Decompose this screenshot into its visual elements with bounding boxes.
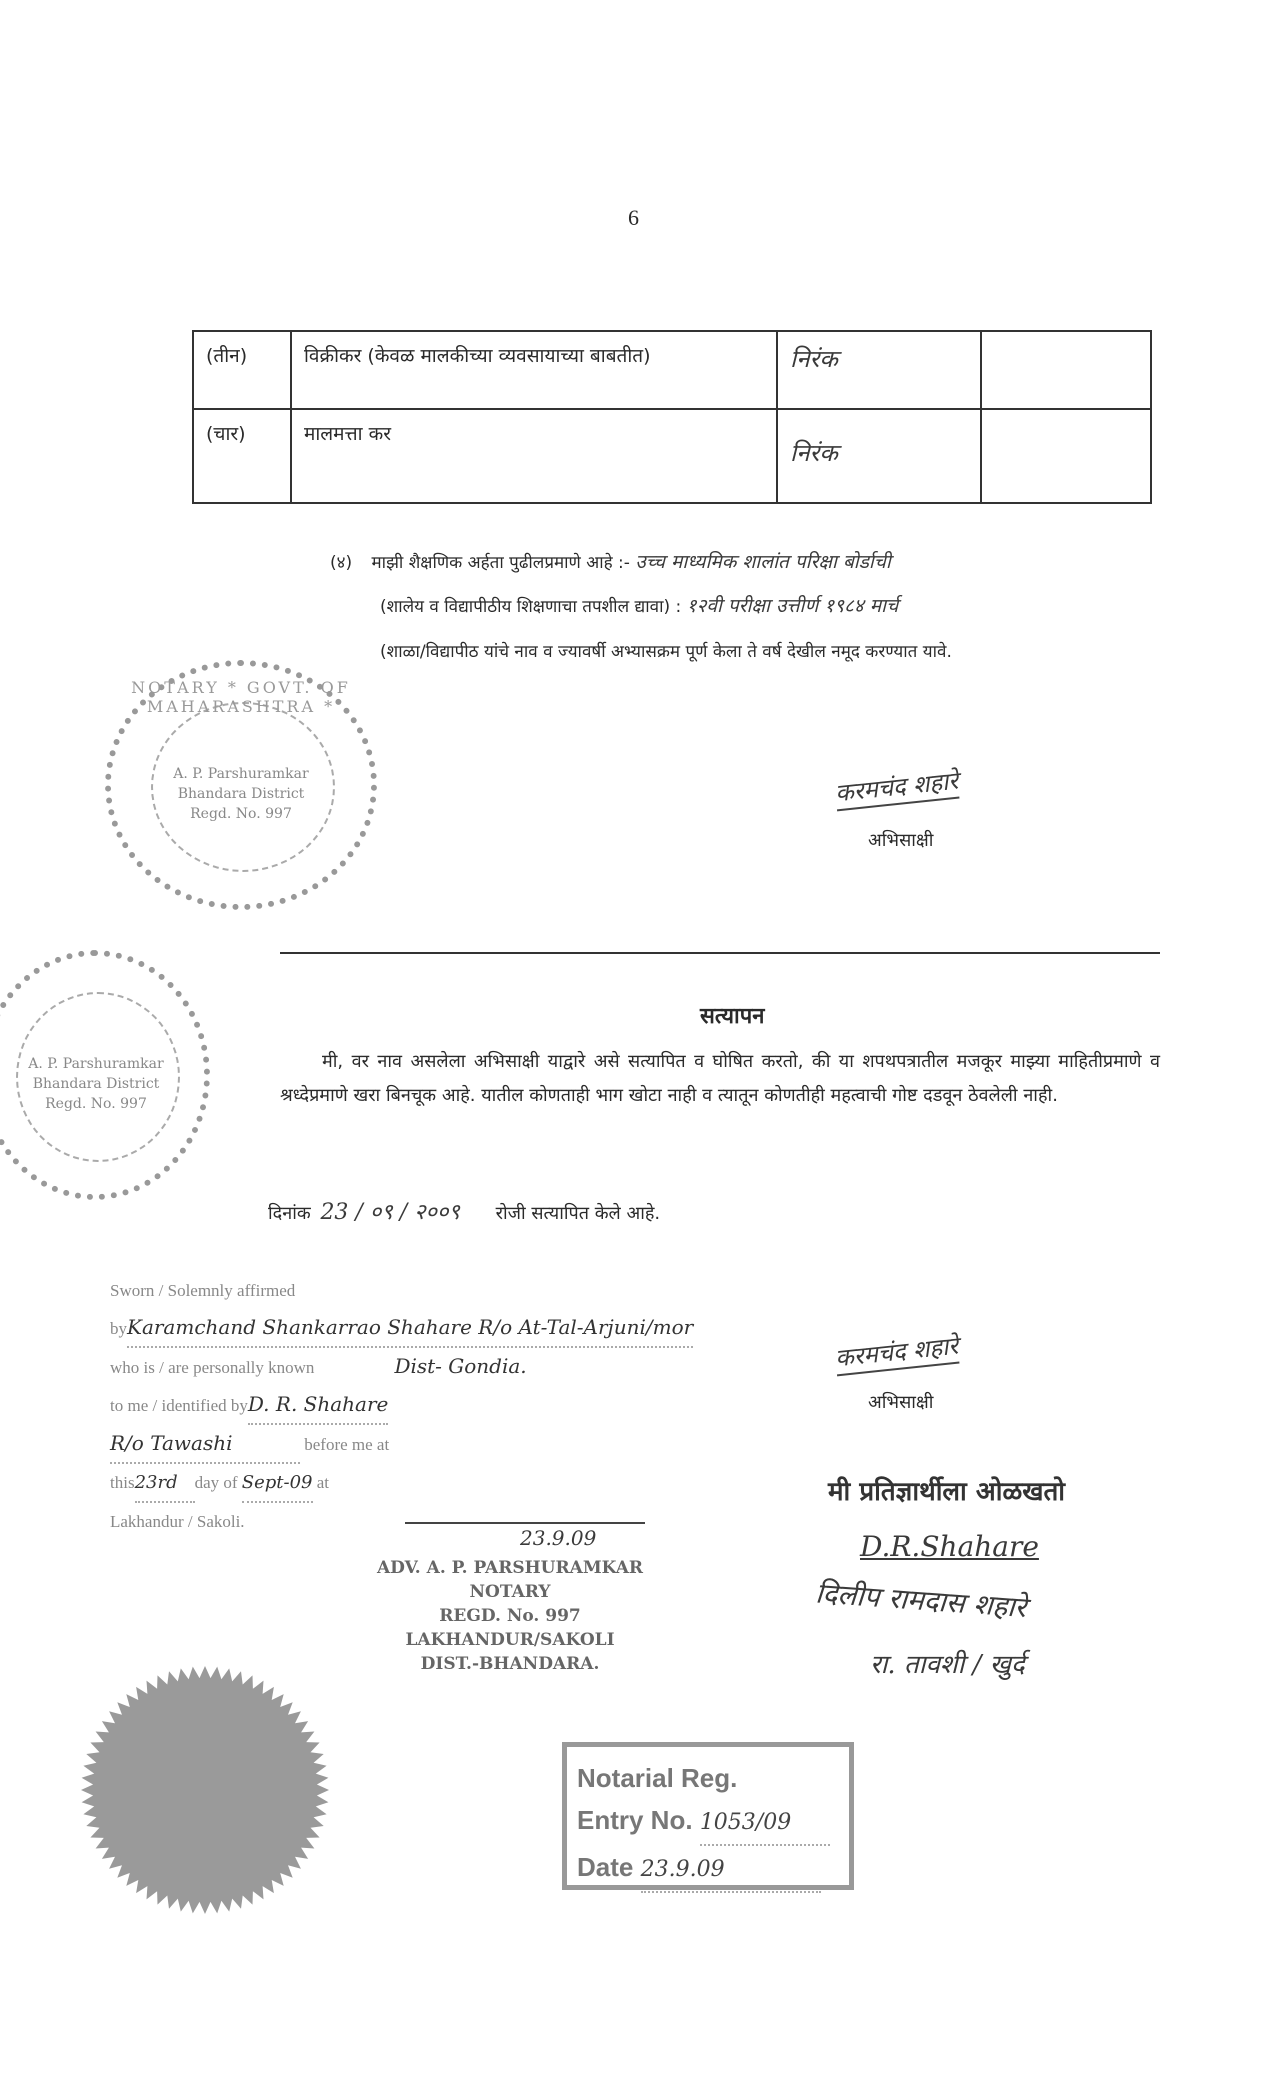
notary-signature-date: 23.9.09: [520, 1526, 597, 1550]
sworn-line3: who is / are personally known: [110, 1358, 315, 1377]
embossed-seal: [80, 1665, 330, 1915]
education-line1-hand: उच्च माध्यमिक शालांत परिक्षा बोर्डाची: [635, 551, 891, 573]
seal-district: Bhandara District: [177, 786, 305, 802]
identifier-address-devanagari: रा. तावशी / खुर्द: [870, 1650, 1025, 1680]
sworn-at: at: [316, 1473, 330, 1492]
table-row: [193, 409, 1151, 503]
date-prefix: दिनांक: [268, 1203, 311, 1224]
seal-regd: Regd. No. 997: [45, 1096, 147, 1112]
identifier-address-hand: R/o Tawashi: [110, 1425, 300, 1464]
entry-label: Entry No.: [577, 1805, 693, 1835]
sworn-by: by: [110, 1319, 127, 1338]
identifier-name-devanagari: दिलीप रामदास शहारे: [814, 1576, 1028, 1625]
identifier-name-hand: D. R. Shahare: [248, 1386, 389, 1425]
page-number: 6: [628, 205, 639, 230]
row-value: निरंक: [777, 331, 981, 409]
row-value: निरंक: [777, 409, 981, 503]
table-row: [193, 331, 1151, 409]
notary-stamp-line: NOTARY: [469, 1582, 551, 1602]
tax-table: [192, 330, 1152, 504]
notary-stamp-line: REGD. No. 997: [439, 1606, 581, 1626]
notarial-reg-box: [562, 1742, 854, 1890]
seal-name: A. P. Parshuramkar: [28, 1056, 164, 1072]
seal-starburst-shape: [81, 1666, 329, 1914]
sworn-line4: to me / identified by: [110, 1396, 248, 1415]
education-line3: (शाळा/विद्यापीठ यांचे नाव व ज्यावर्षी अभ्यासक्रम पूर्ण केला ते वर्ष देखील नमूद करण्यात यावे.: [380, 642, 952, 662]
deponent-label: अभिसाक्षी: [868, 830, 934, 851]
deponent-label-2: अभिसाक्षी: [868, 1392, 934, 1413]
row-label: विक्रीकर (केवळ मालकीच्या व्यवसायाच्या बाबतीत): [291, 331, 777, 409]
deponent-district-hand: Dist- Gondia.: [394, 1354, 527, 1378]
education-line1: माझी शैक्षणिक अर्हता पुढीलप्रमाणे आहे :-: [371, 553, 630, 573]
verification-date-line: [268, 1196, 1148, 1226]
notary-stamp: [370, 1556, 650, 1676]
notary-seal-partial: [0, 950, 210, 1200]
seal-district: Bhandara District: [32, 1076, 160, 1092]
sworn-block: [110, 1272, 830, 1540]
identifier-heading: मी प्रतिज्ञार्थीला ओळखतो: [828, 1477, 1066, 1507]
education-line2-wrap: [380, 584, 1170, 629]
notary-seal: [105, 660, 377, 910]
identifier-signature: D.R.Shahare: [860, 1530, 1039, 1563]
sworn-place: Lakhandur / Sakoli.: [110, 1512, 245, 1531]
notary-stamp-line: ADV. A. P. PARSHURAMKAR: [376, 1558, 644, 1578]
education-number: (४): [330, 553, 353, 573]
education-section: [330, 540, 1170, 585]
row-number: (तीन): [193, 331, 291, 409]
education-line2-hand: १२वी परीक्षा उत्तीर्ण १९८४ मार्च: [686, 595, 899, 617]
sworn-this: this: [110, 1473, 135, 1492]
date-label: Date: [577, 1852, 634, 1882]
notary-stamp-line: LAKHANDUR/SAKOLI: [405, 1630, 615, 1650]
deponent-signature: करमचंद शहारे: [834, 764, 960, 812]
sworn-before-me: before me at: [304, 1435, 390, 1454]
day-hand: 23rd: [135, 1464, 195, 1503]
seal-name: A. P. Parshuramkar: [173, 766, 309, 782]
notary-stamp-line: DIST.-BHANDARA.: [420, 1654, 600, 1674]
deponent-signature-2: करमचंद शहारे: [834, 1329, 960, 1377]
month-hand: Sept-09: [242, 1464, 313, 1503]
row-extra: [981, 409, 1151, 503]
deponent-name-hand: Karamchand Shankarrao Shahare R/o At-Tal-Arjuni/mor: [127, 1309, 693, 1348]
date-suffix: रोजी सत्यापित केले आहे.: [495, 1203, 661, 1224]
notarial-reg-title: Notarial Reg.: [577, 1763, 738, 1793]
date-value: 23 / ०९ / २००९: [320, 1200, 460, 1225]
verification-body: मी, वर नाव असलेला अभिसाक्षी याद्वारे असे सत्यापित व घोषित करतो, की या शपथपत्रातील मजकूर माझ्या माहितीप्रमाणे व श्रध्देप्रमाणे खरा बिनचूक आहे. यातील कोणताही भाग खोटा नाही व त्यातून कोणतीही महत्वाची गोष्ट दडवून ठेवलेली नाही.: [280, 1051, 1160, 1106]
notary-signature-line: [405, 1522, 645, 1524]
seal-regd: Regd. No. 997: [190, 806, 292, 822]
row-label: मालमत्ता कर: [291, 409, 777, 503]
divider: [280, 952, 1160, 954]
education-line2: (शालेय व विद्यापीठीय शिक्षणाचा तपशील द्यावा) :: [380, 597, 682, 617]
seal-ring-text: NOTARY * GOVT. OF MAHARASHTRA *: [131, 678, 351, 716]
row-number: (चार): [193, 409, 291, 503]
row-extra: [981, 331, 1151, 409]
sworn-day-of: day of: [194, 1473, 238, 1492]
entry-value: 1053/09: [700, 1802, 830, 1846]
sworn-line1: Sworn / Solemnly affirmed: [110, 1281, 296, 1300]
reg-date-value: 23.9.09: [641, 1849, 821, 1893]
verification-heading: सत्यापन: [700, 1004, 765, 1029]
